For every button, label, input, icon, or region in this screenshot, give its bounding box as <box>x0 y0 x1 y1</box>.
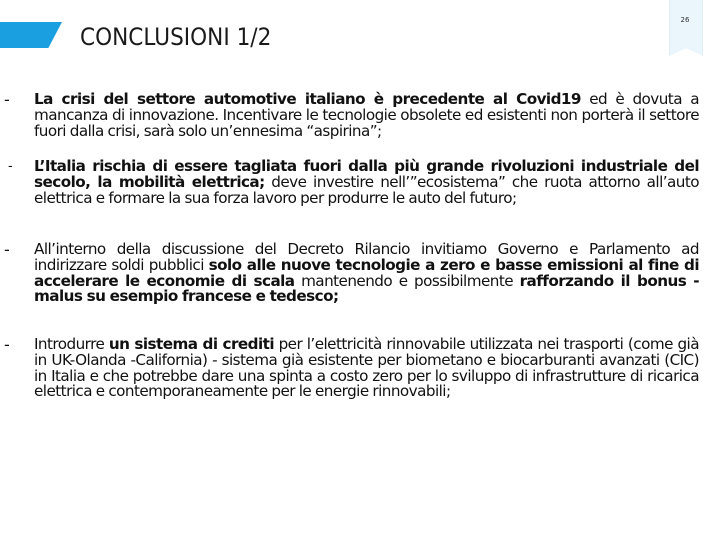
bullet-item <box>34 92 699 139</box>
bullet-marker: - <box>4 335 10 354</box>
page-number: 26 <box>680 16 690 24</box>
bullet-text-bold: solo alle nuove tecnologie a zero e basse emissioni al fine di accelerare le economie di scala <box>34 255 699 290</box>
bullet-text-bold: rafforzando il bonus -malus su esempio francese e tedesco; <box>34 271 699 306</box>
bullet-item <box>34 337 699 400</box>
bullet-marker: - <box>8 159 13 174</box>
bullet-text: ed è dovuta a mancanza di innovazione. Incentivare le tecnologie obsolete ed esistenti non porterà il settore fuori dalla crisi, sarà solo un’ennesima “aspirina”; <box>34 90 699 140</box>
bullet-marker: - <box>4 90 10 109</box>
page-number-tab <box>669 0 703 56</box>
header-accent-band <box>0 22 62 48</box>
bullet-marker: - <box>4 240 10 259</box>
bullet-text-bold: La crisi del settore automotive italiano è precedente al Covid19 <box>34 90 581 108</box>
slide-title: CONCLUSIONI 1/2 <box>80 23 272 51</box>
bullet-text: mantenendo e possibilmente <box>294 271 520 290</box>
bullet-text: Introdurre <box>34 335 109 353</box>
bullet-text: deve investire nell’”ecosistema” che ruota attorno all’auto elettrica e formare la sua forza lavoro per produrre le auto del futuro; <box>34 172 700 207</box>
bullet-text: All’interno della discussione del Decreto Rilancio invitiamo Governo e Parlamento ad indirizzare soldi pubblici <box>34 240 699 274</box>
bullet-text-bold: L’Italia rischia di essere tagliata fuori dalla più grande rivoluzioni industriale del secolo, la mobilità elettrica; <box>34 157 699 191</box>
bullet-text: per l’elettricità rinnovabile utilizzata nei trasporti (come già in UK-Olanda -California) - sistema già esistente per biometano e biocarburanti avanzati (CIC) in Italia e che potrebbe dare una spinta a costo zero per lo sviluppo di infrastrutture di ricarica elettrica e contemporaneamente per le energie rinnovabili; <box>34 335 699 401</box>
bullet-item <box>34 159 699 206</box>
bullet-item <box>34 242 699 305</box>
bullet-text-bold: un sistema di crediti <box>108 335 275 353</box>
